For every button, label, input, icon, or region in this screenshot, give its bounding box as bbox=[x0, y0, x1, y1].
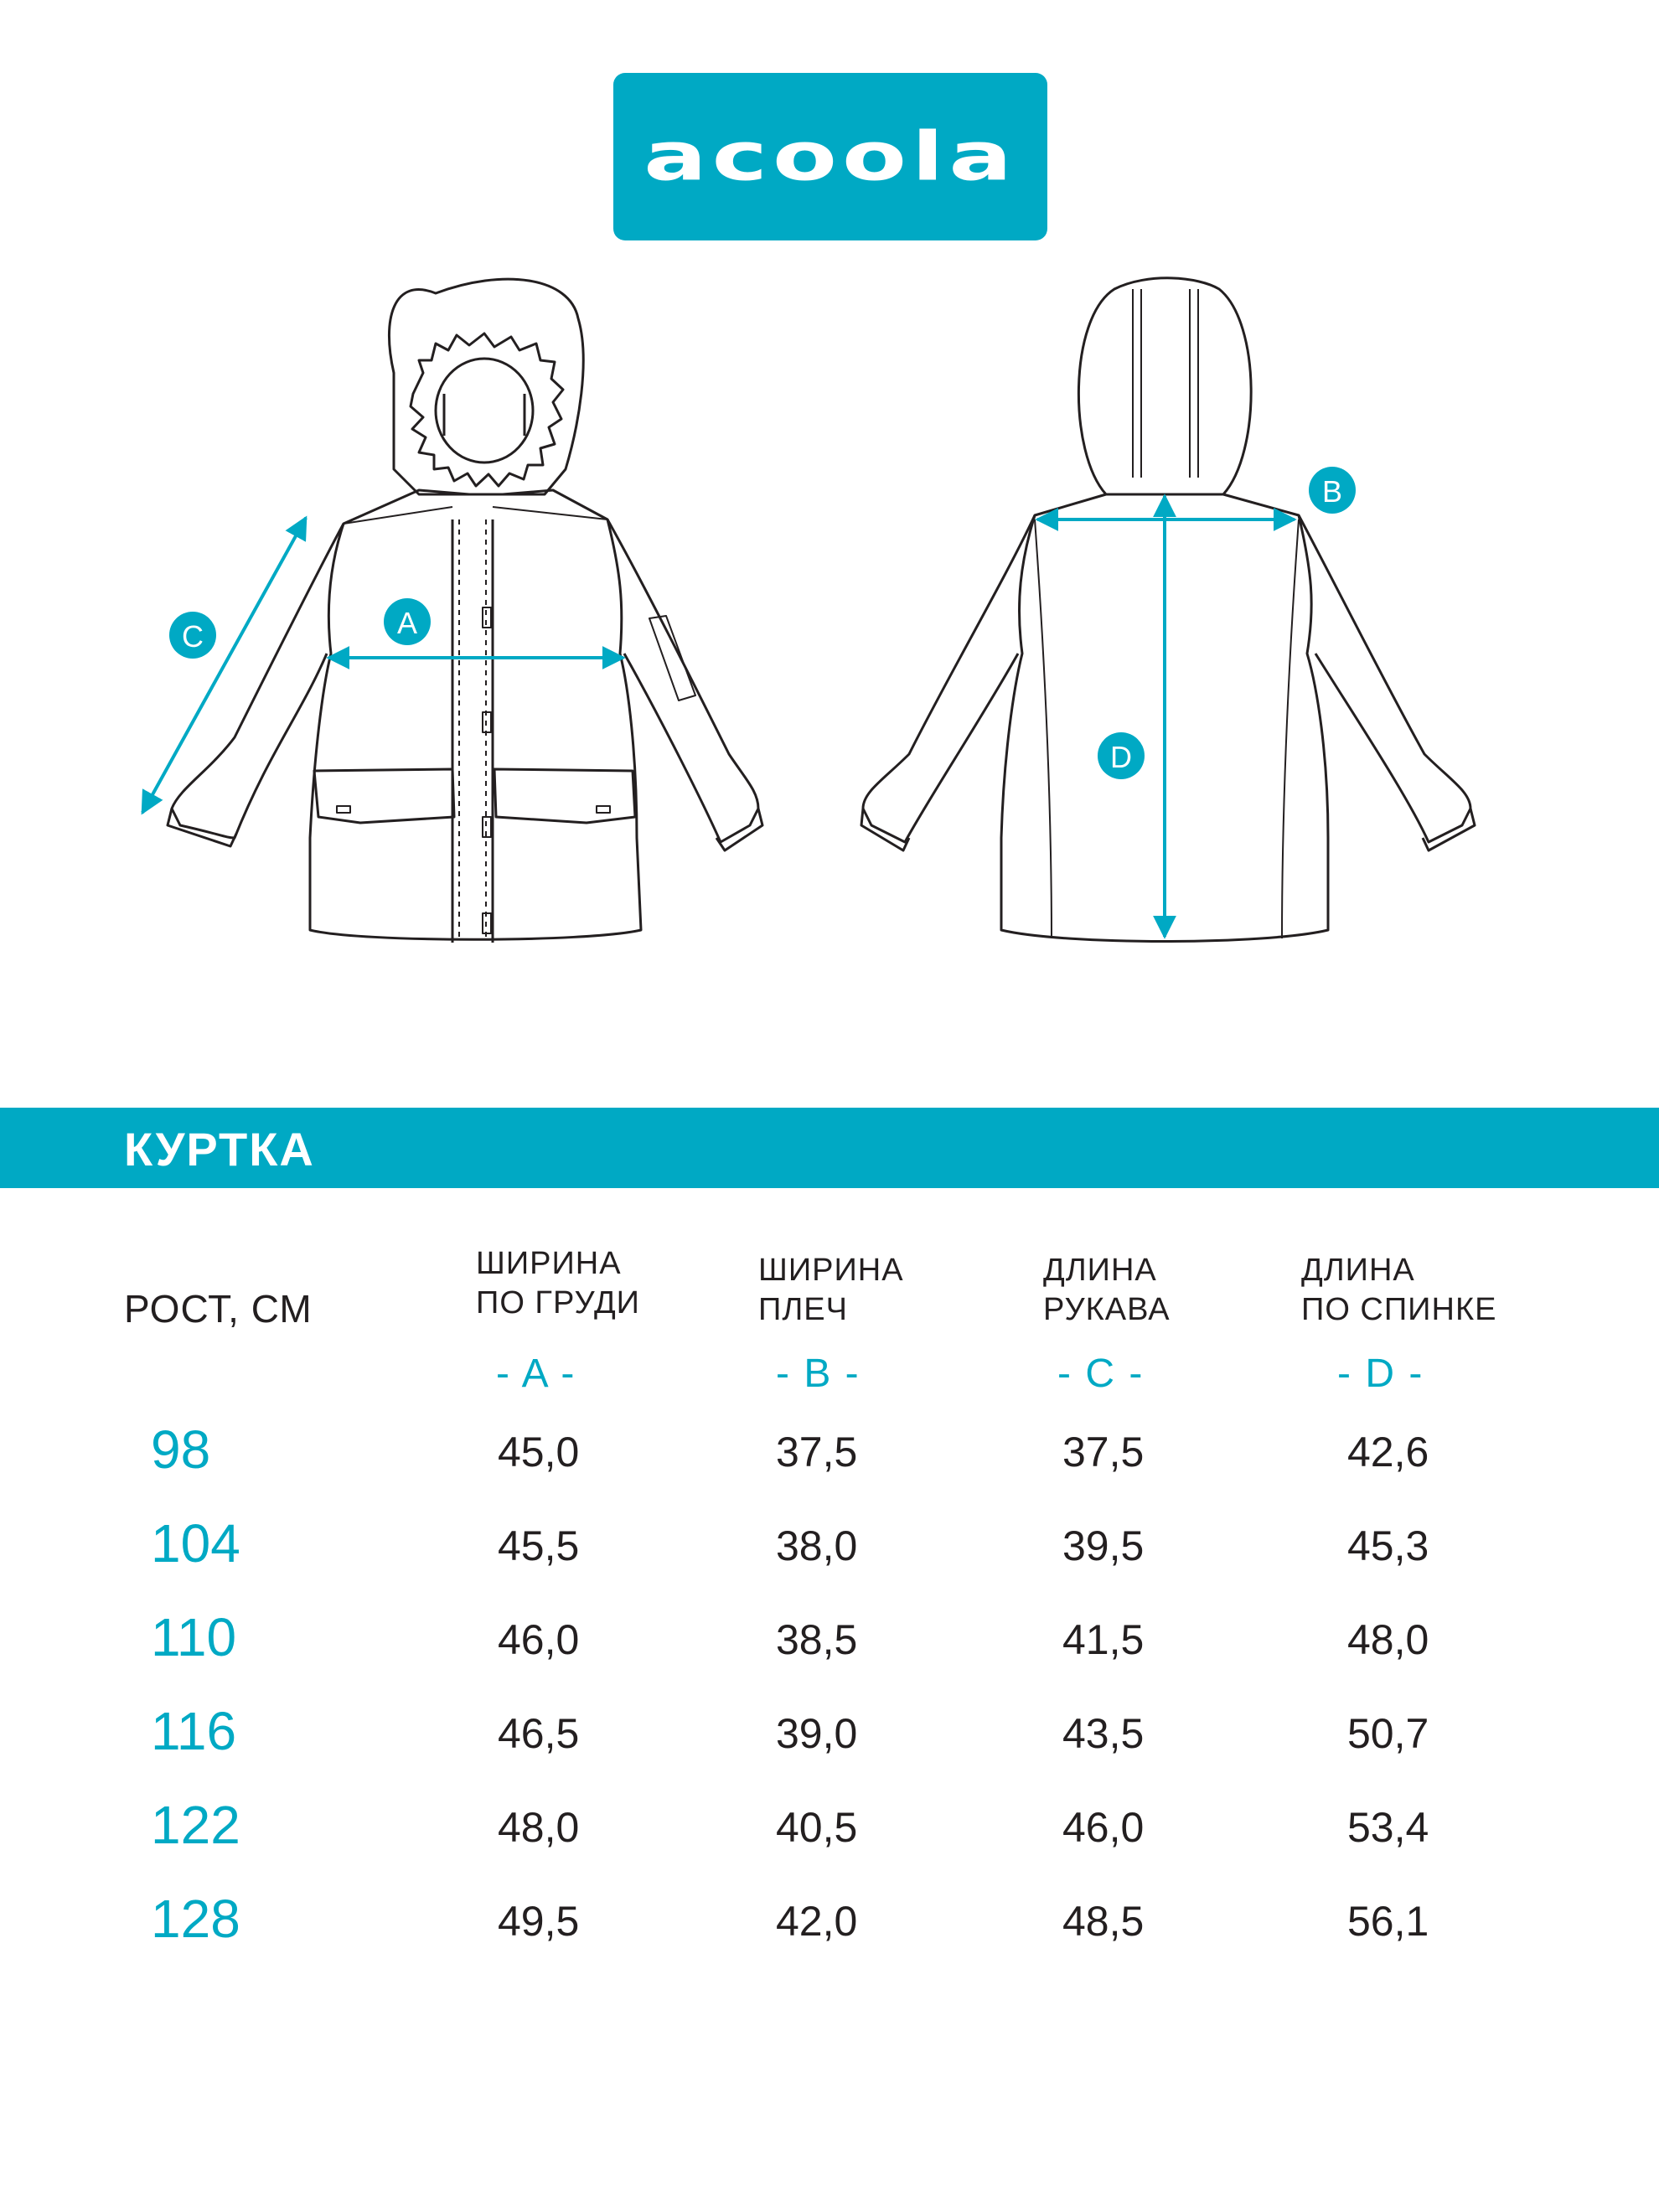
badge-d bbox=[1098, 732, 1145, 779]
front-measurement-lines bbox=[142, 518, 623, 813]
back-length-value: 42,6 bbox=[1347, 1429, 1429, 1476]
header-back-length bbox=[1301, 1251, 1496, 1330]
code-a: - A - bbox=[496, 1351, 576, 1396]
shoulder-width-value: 40,5 bbox=[776, 1804, 858, 1851]
chest-width-value: 46,5 bbox=[498, 1710, 580, 1757]
section-band bbox=[0, 1108, 1659, 1188]
height-column-header: РОСТ, СМ bbox=[124, 1287, 313, 1331]
back-length-value: 56,1 bbox=[1347, 1898, 1429, 1945]
back-measurement-lines bbox=[1037, 496, 1295, 937]
badge-a bbox=[384, 598, 431, 645]
row-height-value: 128 bbox=[151, 1889, 240, 1949]
sleeve-length-value: 46,0 bbox=[1062, 1804, 1145, 1851]
svg-text:B: B bbox=[1321, 474, 1343, 509]
svg-text:D: D bbox=[1110, 740, 1132, 774]
chest-width-value: 45,0 bbox=[498, 1429, 580, 1476]
header-line2: ПО СПИНКЕ bbox=[1301, 1292, 1497, 1327]
header-line1: ДЛИНА bbox=[1043, 1253, 1157, 1288]
jacket-front-sketch bbox=[168, 279, 762, 943]
header-chest-width bbox=[476, 1244, 640, 1323]
shoulder-width-value: 37,5 bbox=[776, 1429, 858, 1476]
row-height-value: 110 bbox=[151, 1607, 237, 1667]
header-sleeve-length bbox=[1043, 1251, 1171, 1330]
chest-width-value: 46,0 bbox=[498, 1616, 580, 1663]
chest-width-value: 49,5 bbox=[498, 1898, 580, 1945]
header-line2: ПЛЕЧ bbox=[758, 1292, 848, 1327]
back-length-value: 53,4 bbox=[1347, 1804, 1429, 1851]
sleeve-length-value: 41,5 bbox=[1062, 1616, 1145, 1663]
back-length-value: 48,0 bbox=[1347, 1616, 1429, 1663]
brand-logo-text: acoola bbox=[643, 117, 1017, 196]
back-length-value: 50,7 bbox=[1347, 1710, 1429, 1757]
header-line2: ПО ГРУДИ bbox=[476, 1285, 640, 1320]
svg-text:A: A bbox=[396, 606, 418, 640]
shoulder-width-value: 42,0 bbox=[776, 1898, 858, 1945]
shoulder-width-value: 38,5 bbox=[776, 1616, 858, 1663]
header-shoulder-width bbox=[758, 1251, 904, 1330]
sleeve-length-value: 48,5 bbox=[1062, 1898, 1145, 1945]
header-line1: ДЛИНА bbox=[1301, 1253, 1415, 1288]
header-line2: РУКАВА bbox=[1043, 1292, 1171, 1327]
row-height-value: 98 bbox=[151, 1419, 211, 1480]
shoulder-width-value: 39,0 bbox=[776, 1710, 858, 1757]
badge-b bbox=[1309, 467, 1356, 514]
chest-width-value: 45,5 bbox=[498, 1522, 580, 1569]
sleeve-length-value: 43,5 bbox=[1062, 1710, 1145, 1757]
svg-text:C: C bbox=[182, 619, 204, 654]
back-measurement-badges bbox=[1098, 467, 1356, 779]
sleeve-length-value: 39,5 bbox=[1062, 1522, 1145, 1569]
jacket-technical-drawing bbox=[0, 0, 1659, 1047]
row-height-value: 104 bbox=[151, 1513, 240, 1574]
jacket-back-sketch bbox=[861, 278, 1475, 942]
badge-c bbox=[169, 612, 216, 659]
header-line1: ШИРИНА bbox=[476, 1246, 622, 1281]
code-c: - C - bbox=[1057, 1351, 1145, 1396]
sleeve-length-value: 37,5 bbox=[1062, 1429, 1145, 1476]
code-b: - B - bbox=[776, 1351, 861, 1396]
row-height-value: 116 bbox=[151, 1701, 237, 1761]
header-line1: ШИРИНА bbox=[758, 1253, 904, 1288]
shoulder-width-value: 38,0 bbox=[776, 1522, 858, 1569]
back-length-value: 45,3 bbox=[1347, 1522, 1429, 1569]
section-title: КУРТКА bbox=[124, 1123, 315, 1176]
chest-width-value: 48,0 bbox=[498, 1804, 580, 1851]
row-height-value: 122 bbox=[151, 1795, 240, 1855]
code-d: - D - bbox=[1337, 1351, 1424, 1396]
